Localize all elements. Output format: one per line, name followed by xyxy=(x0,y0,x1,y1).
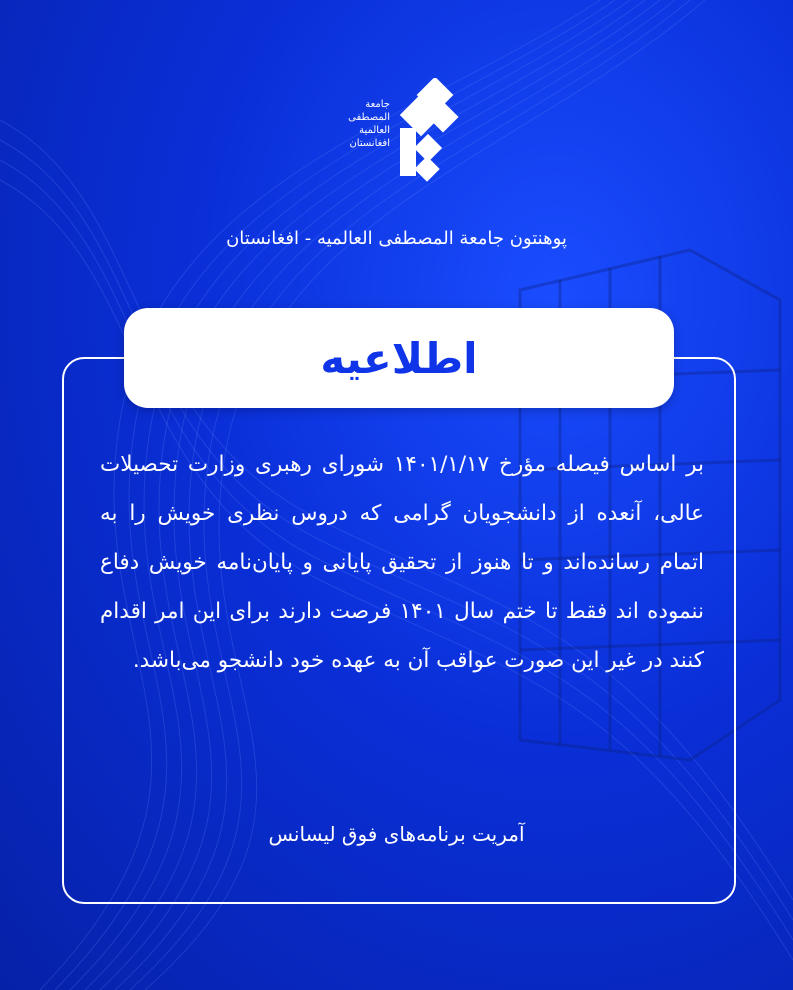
organization-name: پوهنتون جامعة المصطفی العالمیه - افغانستان xyxy=(226,228,567,249)
notice-title: اطلاعیه xyxy=(320,333,478,383)
notice-signature: آمریت برنامه‌های فوق لیسانس xyxy=(268,822,525,846)
university-logo xyxy=(330,78,470,188)
logo-line-4: افغانستان xyxy=(349,138,390,149)
logo-wordmark xyxy=(330,98,390,150)
notice-body: بر اساس فیصله مؤرخ ۱۴۰۱/۱/۱۷ شورای رهبری وزارت تحصیلات عالی، آنعده از دانشجویان گرامی که دروس نظری خویش را به اتمام رسانده‌اند و تا هنوز از تحقیق پایانی و پایان‌نامه خویش دفاع ننموده اند فقط تا ختم سال ۱۴۰۱ فرصت دارند برای این امر اقدام کنند در غیر این صورت عواقب آن به عهده خود دانشجو می‌باشد. xyxy=(100,452,705,673)
logo-emblem-icon xyxy=(392,78,464,186)
logo-line-1: جامعة xyxy=(365,99,390,110)
title-banner xyxy=(124,308,674,408)
logo-line-3: العالمية xyxy=(359,125,390,136)
logo-line-2: المصطفى xyxy=(348,112,390,123)
